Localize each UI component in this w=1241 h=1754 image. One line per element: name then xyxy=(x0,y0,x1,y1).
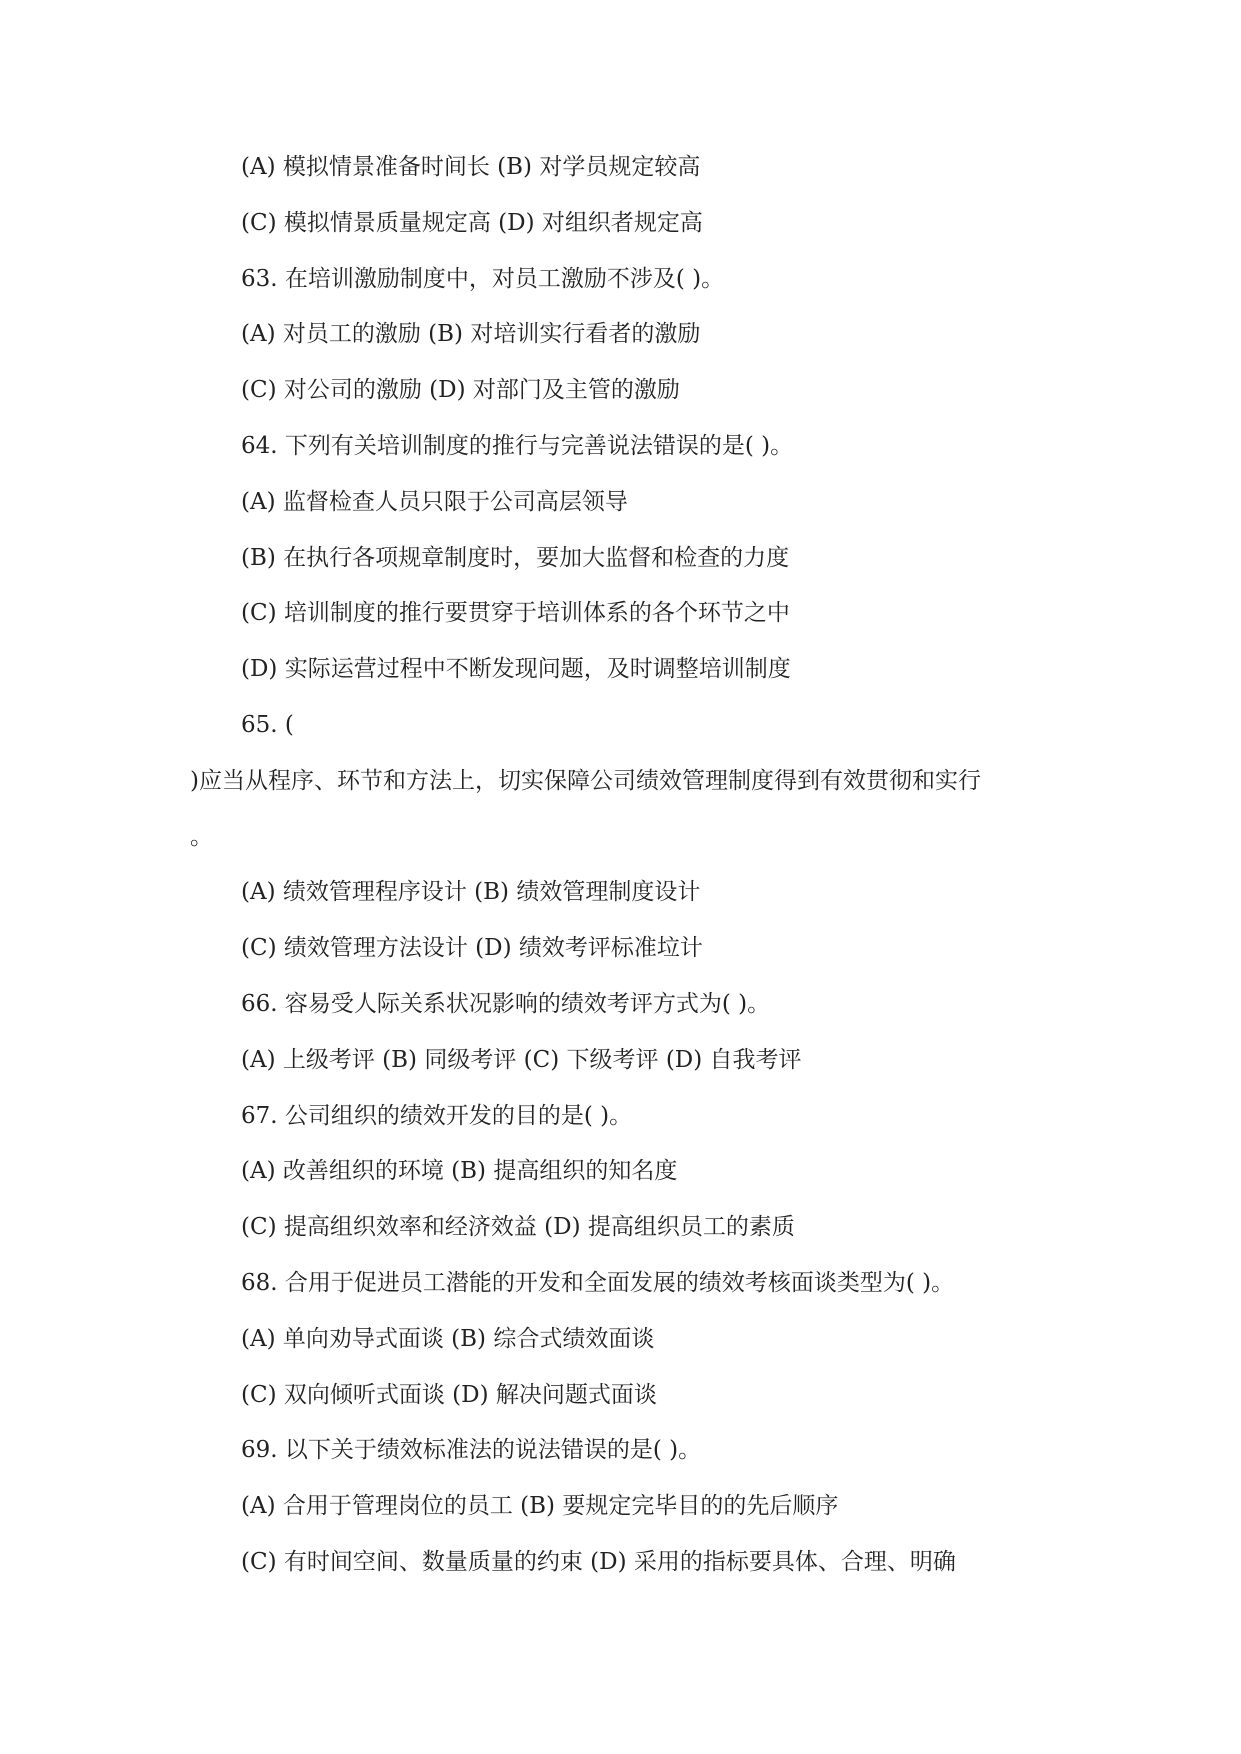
text-line: 66. 容易受人际关系状况影响的绩效考评方式为( )。 xyxy=(241,990,771,1017)
text-line: (B) 在执行各项规章制度时，要加大监督和检查的力度 xyxy=(241,544,790,571)
text-line: (C) 提高组织效率和经济效益 (D) 提高组织员工的素质 xyxy=(241,1214,795,1241)
text-line: (A) 改善组织的环境 (B) 提高组织的知名度 xyxy=(241,1158,678,1185)
text-line: 。 xyxy=(190,823,213,850)
text-line: (C) 双向倾听式面谈 (D) 解决问题式面谈 xyxy=(241,1381,657,1408)
text-line: (A) 单向劝导式面谈 (B) 综合式绩效面谈 xyxy=(241,1325,655,1352)
text-line: (A) 合用于管理岗位的员工 (B) 要规定完毕目的的先后顺序 xyxy=(241,1493,839,1520)
text-line: (A) 监督检查人员只限于公司高层领导 xyxy=(241,488,628,515)
text-line: (A) 绩效管理程序设计 (B) 绩效管理制度设计 xyxy=(241,879,701,906)
text-line: (A) 模拟情景准备时间长 (B) 对学员规定较高 xyxy=(241,154,701,180)
text-line: 69. 以下关于绩效标准法的说法错误的是( )。 xyxy=(241,1437,702,1464)
text-line: (C) 有时间空间、数量质量的约束 (D) 采用的指标要具体、合理、明确 xyxy=(241,1548,956,1575)
text-line: 65. ( xyxy=(241,711,294,738)
text-line: (D) 实际运营过程中不断发现问题，及时调整培训制度 xyxy=(241,656,791,683)
text-line: 63. 在培训激励制度中，对员工激励不涉及( )。 xyxy=(241,265,725,292)
text-line: 64. 下列有关培训制度的推行与完善说法错误的是( )。 xyxy=(241,432,794,459)
text-line: (A) 上级考评 (B) 同级考评 (C) 下级考评 (D) 自我考评 xyxy=(241,1046,802,1073)
document-text-body xyxy=(190,140,1090,1591)
text-line: 68. 合用于促进员工潜能的开发和全面发展的绩效考核面谈类型为( )。 xyxy=(241,1269,955,1296)
text-line: )应当从程序、环节和方法上，切实保障公司绩效管理制度得到有效贯彻和实行 xyxy=(190,767,981,794)
text-line: (A) 对员工的激励 (B) 对培训实行看者的激励 xyxy=(241,321,701,348)
text-line: (C) 对公司的激励 (D) 对部门及主管的激励 xyxy=(241,377,680,404)
text-line: 67. 公司组织的绩效开发的目的是( )。 xyxy=(241,1102,633,1129)
text-line: (C) 模拟情景质量规定高 (D) 对组织者规定高 xyxy=(241,209,703,236)
text-line: (C) 培训制度的推行要贯穿于培训体系的各个环节之中 xyxy=(241,600,790,627)
text-line: (C) 绩效管理方法设计 (D) 绩效考评标准垃计 xyxy=(241,935,703,962)
